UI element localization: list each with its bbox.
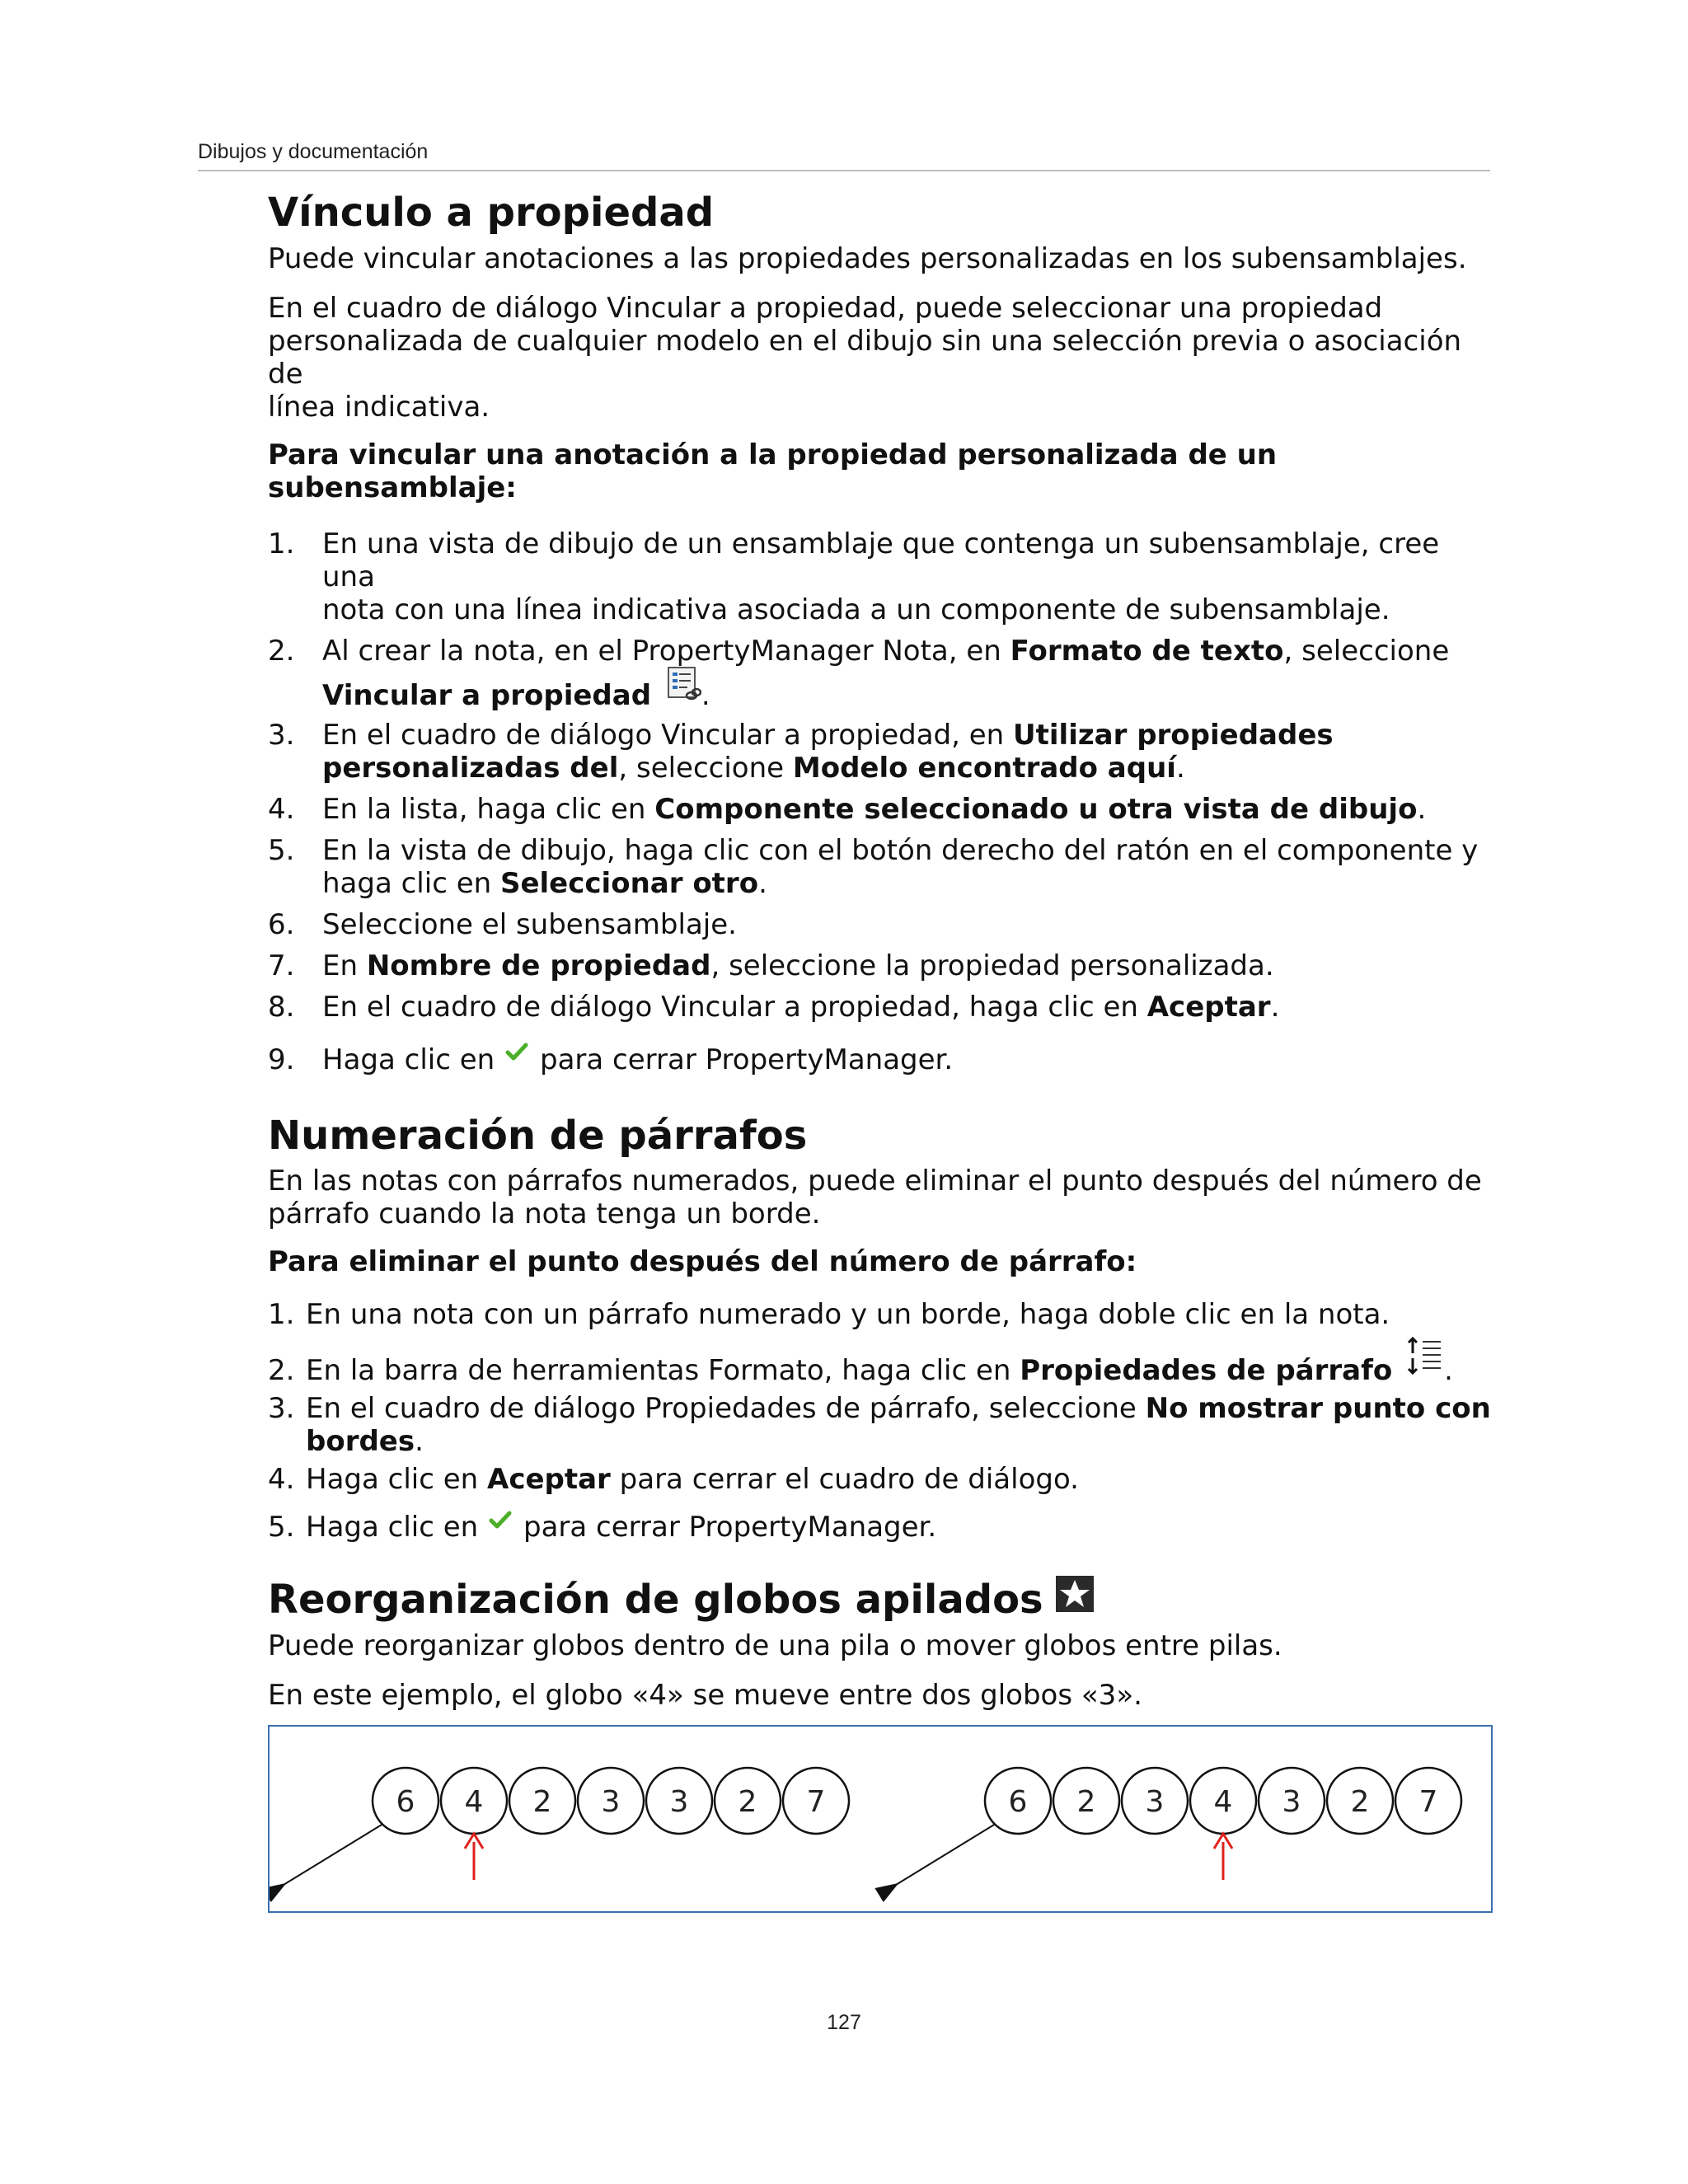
balloon-label: 7 (806, 1784, 826, 1819)
step-text: Haga clic en (306, 1511, 487, 1544)
running-head: Dibujos y documentación (198, 140, 429, 163)
steps-list (268, 527, 1496, 1076)
step-text: Haga clic en (306, 1463, 487, 1497)
step-text: para cerrar el cuadro de diálogo. (610, 1463, 1079, 1497)
procedure-heading: Para vincular una anotación a la propiedad personalizada de un subensamblaje: (268, 438, 1278, 504)
paragraph: Puede reorganizar globos dentro de una pila o mover globos entre pilas. (268, 1629, 1282, 1662)
paragraph-line: En el cuadro de diálogo Vincular a propiedad, puede seleccionar una propiedad (268, 291, 1383, 325)
paragraph-properties-icon (1406, 1335, 1444, 1384)
step-number: 1. (268, 1298, 295, 1332)
step-number: 3. (268, 718, 295, 752)
paragraph-line: párrafo cuando la nota tenga un borde. (268, 1197, 821, 1231)
section-title-numeracion: Numeración de párrafos (268, 1112, 808, 1159)
list-item (268, 908, 1496, 941)
balloon-label: 2 (1076, 1784, 1096, 1819)
step-text: Haga clic en (322, 1043, 504, 1076)
step-text: En la vista de dibujo, haga clic con el botón derecho del ratón en el componente y (322, 833, 1479, 867)
list-item (268, 527, 1496, 626)
balloon-label: 3 (1145, 1784, 1165, 1819)
paragraph: En este ejemplo, el globo «4» se mueve entre dos globos «3». (268, 1678, 1142, 1712)
step-text: . (1444, 1354, 1453, 1388)
list-item (268, 793, 1496, 826)
step-number: 5. (268, 1511, 295, 1544)
step-number: 8. (268, 990, 295, 1024)
step-number: 4. (268, 792, 295, 826)
step-bold: Vincular a propiedad (322, 678, 652, 712)
checkmark-icon (489, 1506, 512, 1539)
step-bold: bordes (306, 1425, 415, 1459)
step-bold: Formato de texto (1010, 634, 1284, 668)
link-to-property-icon (667, 666, 701, 710)
step-number: 1. (268, 527, 295, 560)
step-text: En el cuadro de diálogo Vincular a propiedad, haga clic en (322, 990, 1147, 1024)
list-item (268, 1463, 1496, 1496)
step-text: , seleccione (1283, 634, 1450, 668)
balloon-stack-figure (268, 1725, 1493, 1913)
section-title-vinculo: Vínculo a propiedad (268, 190, 715, 236)
step-text: . (415, 1425, 424, 1459)
section-heading-row (268, 1577, 1496, 1624)
step-bold: Aceptar (487, 1463, 611, 1497)
balloon-label: 3 (1282, 1784, 1301, 1819)
step-text: . (701, 678, 710, 712)
list-item (268, 1392, 1496, 1458)
checkmark-icon (505, 1038, 528, 1071)
list-item (268, 834, 1496, 900)
step-number: 2. (268, 634, 295, 668)
step-bold: Componente seleccionado u otra vista de dibujo (654, 792, 1418, 826)
step-bold: personalizadas del (322, 751, 619, 785)
step-bold: Nombre de propiedad (366, 949, 711, 982)
step-text: Seleccione el subensamblaje. (322, 907, 737, 941)
paragraph-line: En las notas con párrafos numerados, puede eliminar el punto después del número de (268, 1165, 1482, 1198)
balloon-stack-before (284, 1768, 849, 1885)
step-text: En el cuadro de diálogo Propiedades de párrafo, seleccione (306, 1392, 1146, 1426)
paragraph-line: línea indicativa. (268, 390, 490, 424)
step-text: . (1270, 990, 1280, 1024)
step-text: nota con una línea indicativa asociada a un componente de subensamblaje. (322, 593, 1390, 626)
leader-line (896, 1822, 998, 1885)
balloon-stack-after (896, 1768, 1461, 1885)
list-item (268, 991, 1496, 1024)
step-number: 7. (268, 949, 295, 982)
balloon-label: 6 (1008, 1784, 1028, 1819)
balloon-label: 4 (1213, 1784, 1233, 1819)
step-number: 3. (268, 1392, 295, 1426)
step-text: . (1417, 792, 1427, 826)
list-item (268, 1511, 1496, 1544)
page-content (268, 190, 1496, 1913)
header-rule (198, 170, 1490, 171)
step-text: En una vista de dibujo de un ensamblaje que contenga un subensamblaje, cree una (322, 527, 1440, 593)
step-text: En la barra de herramientas Formato, haga clic en (306, 1354, 1020, 1388)
balloon-diagram (270, 1727, 1491, 1911)
step-bold: Seleccionar otro (499, 866, 759, 900)
step-bold: Utilizar propiedades (1013, 718, 1334, 752)
step-text: , seleccione la propiedad personalizada. (710, 949, 1274, 982)
step-text: para cerrar PropertyManager. (540, 1043, 954, 1076)
step-text: . (1175, 751, 1185, 785)
list-item (268, 635, 1496, 712)
balloon-label: 2 (738, 1784, 757, 1819)
new-feature-star-icon (1055, 1575, 1095, 1616)
section-title-reorganizacion: Reorganización de globos apilados (268, 1577, 1043, 1624)
paragraph: Puede vincular anotaciones a las propiedades personalizadas en los subensamblajes. (268, 241, 1467, 275)
step-number: 5. (268, 833, 295, 867)
procedure-heading: Para eliminar el punto después del número de párrafo: (268, 1245, 1137, 1279)
step-number: 9. (268, 1043, 295, 1076)
step-text: En el cuadro de diálogo Vincular a propiedad, en (322, 718, 1014, 752)
balloon-label: 2 (532, 1784, 552, 1819)
balloon-label: 4 (464, 1784, 484, 1819)
paragraph-line: personalizada de cualquier modelo en el dibujo sin una selección previa o asociación de (268, 324, 1462, 391)
step-bold: Propiedades de párrafo (1020, 1354, 1393, 1388)
step-number: 2. (268, 1354, 295, 1388)
leader-line (284, 1822, 386, 1885)
balloon-label: 6 (396, 1784, 415, 1819)
list-item (268, 719, 1496, 785)
list-item (268, 1043, 1496, 1076)
steps-list (268, 1298, 1496, 1544)
page-number: 127 (827, 2011, 861, 2034)
step-text: En una nota con un párrafo numerado y un borde, haga doble clic en la nota. (306, 1298, 1390, 1332)
step-text: . (758, 866, 767, 900)
step-number: 6. (268, 907, 295, 941)
list-item (268, 949, 1496, 982)
list-item (268, 1298, 1496, 1331)
paragraph (268, 1165, 1496, 1230)
step-bold: Modelo encontrado aquí (792, 751, 1176, 785)
step-bold: Aceptar (1146, 990, 1271, 1024)
step-text: , seleccione (618, 751, 793, 785)
balloon-label: 2 (1350, 1784, 1370, 1819)
step-number: 4. (268, 1463, 295, 1497)
step-text: haga clic en (322, 866, 500, 900)
step-bold: No mostrar punto con (1145, 1392, 1491, 1426)
step-text: para cerrar PropertyManager. (523, 1511, 937, 1544)
paragraph (268, 292, 1496, 424)
balloon-label: 3 (669, 1784, 689, 1819)
list-item (268, 1354, 1496, 1387)
step-text: Al crear la nota, en el PropertyManager Nota, en (322, 634, 1010, 668)
step-text: En (322, 949, 367, 982)
balloon-label: 7 (1418, 1784, 1438, 1819)
step-text: En la lista, haga clic en (322, 792, 655, 826)
balloon-label: 3 (601, 1784, 621, 1819)
